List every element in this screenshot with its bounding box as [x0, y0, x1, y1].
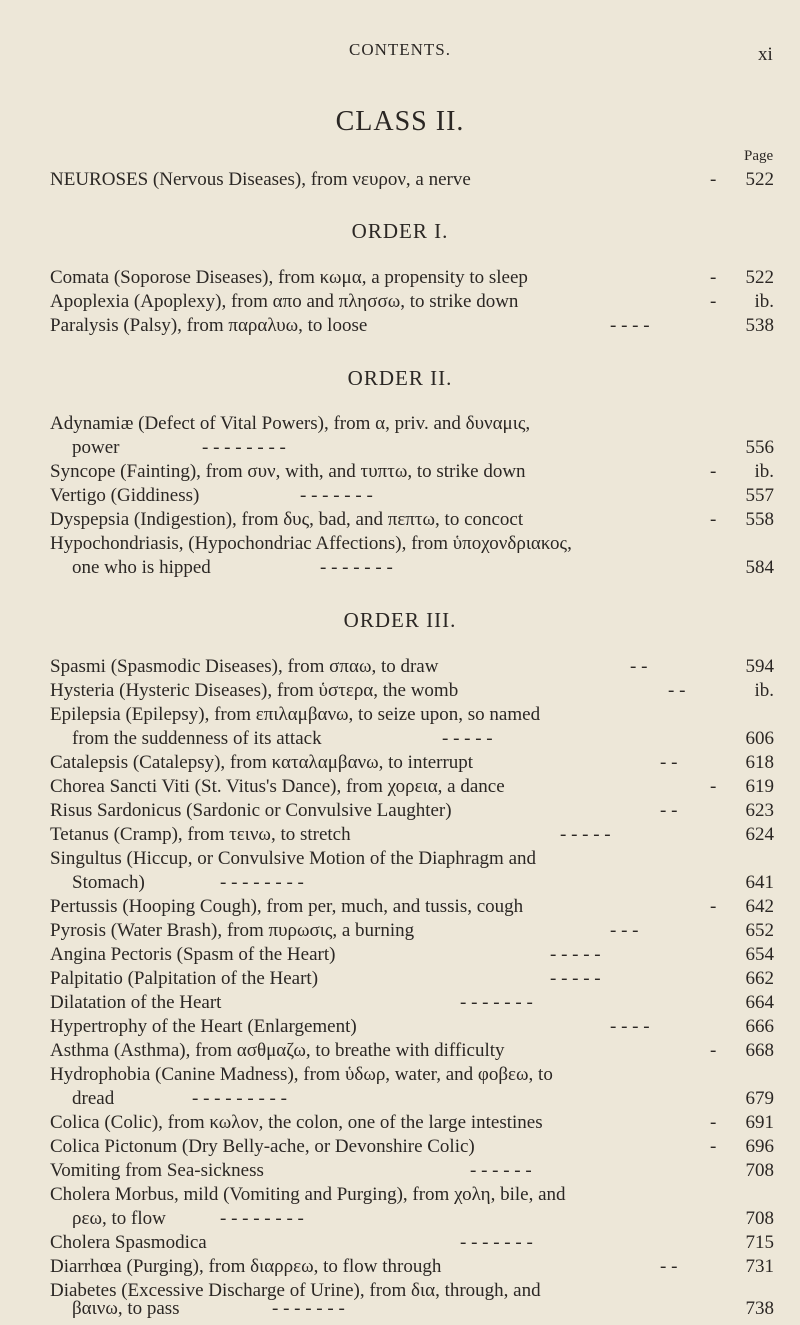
leader-dots: - - - [610, 920, 639, 941]
entry-text: Vertigo (Giddiness) [50, 485, 200, 506]
entry-text: power [72, 437, 120, 458]
entry-text: Palpitatio (Palpitation of the Heart) [50, 968, 319, 989]
leader-dots: - - [668, 680, 686, 701]
entry-page: 652 [745, 920, 774, 941]
entry-page: 606 [745, 728, 774, 749]
entry-text: Asthma (Asthma), from ασθμαζω, to breathe with difficulty [50, 1040, 505, 1061]
order-title: ORDER I. [351, 219, 449, 243]
entry-page: 738 [745, 1298, 774, 1319]
entry-page: 715 [745, 1232, 774, 1253]
leader-dots: - - [630, 656, 648, 677]
entry-page: 708 [745, 1208, 774, 1229]
entry-page: 584 [745, 557, 774, 578]
leader-dots: - - - - [610, 315, 650, 336]
leader-dots: - - - - - - - [300, 485, 373, 506]
entry-text: Epilepsia (Epilepsy), from επιλαμβανω, to seize upon, so named [50, 704, 541, 725]
leader-dots: - - - - - - - - [220, 872, 304, 893]
entry-text: Syncope (Fainting), from συν, with, and τυπτω, to strike down [50, 461, 526, 482]
entry-text: NEUROSES (Nervous Diseases), from νευρον, a nerve [50, 169, 471, 190]
entry-text: Hydrophobia (Canine Madness), from ὑδωρ, water, and φοβεω, to [50, 1064, 553, 1085]
toc-entry [72, 553, 774, 583]
leader-dots: - [710, 461, 717, 482]
page-number: xi [758, 44, 773, 65]
leader-dots: - [710, 509, 717, 530]
entry-text: from the suddenness of its attack [72, 728, 322, 749]
entry-page: 666 [745, 1016, 774, 1037]
leader-dots: - - - - - [442, 728, 493, 749]
running-head: CONTENTS. [348, 40, 452, 59]
entry-text: Vomiting from Sea-sickness [50, 1160, 264, 1181]
leader-dots: - - - - - - [470, 1160, 532, 1181]
order-title: ORDER II. [347, 366, 453, 390]
entry-text: Colica (Colic), from κωλον, the colon, one of the large intestines [50, 1112, 543, 1133]
leader-dots: - [710, 291, 717, 312]
entry-text: Hypochondriasis, (Hypochondriac Affections), from ὑποχονδριακος, [50, 533, 572, 554]
toc-entry [50, 311, 774, 341]
entry-text: Paralysis (Palsy), from παραλυω, to loose [50, 315, 368, 336]
entry-page: 558 [745, 509, 774, 530]
entry-page: ib. [754, 291, 774, 312]
leader-dots: - - - - - - - [272, 1298, 345, 1319]
entry-text: Adynamiæ (Defect of Vital Powers), from α, priv. and δυναμις, [50, 413, 531, 434]
leader-dots: - [710, 1040, 717, 1061]
entry-text: Diabetes (Excessive Discharge of Urine), from δια, through, and [50, 1280, 541, 1301]
entry-text: Singultus (Hiccup, or Convulsive Motion of the Diaphragm and [50, 848, 537, 869]
entry-page: ib. [754, 461, 774, 482]
entry-text: Spasmi (Spasmodic Diseases), from σπαω, to draw [50, 656, 439, 677]
entry-page: 641 [745, 872, 774, 893]
entry-page: 522 [745, 169, 774, 190]
toc-entry-neuroses [50, 165, 774, 195]
entry-page: 662 [745, 968, 774, 989]
leader-dots: - - [660, 800, 678, 821]
leader-dots: - - - - - [550, 968, 601, 989]
leader-dots: - [710, 1112, 717, 1133]
entry-text: Pertussis (Hooping Cough), from per, much, and tussis, cough [50, 896, 524, 917]
toc-entry [72, 1294, 774, 1324]
entry-text: Apoplexia (Apoplexy), from απο and πλησσω, to strike down [50, 291, 519, 312]
order-title: ORDER III. [343, 608, 457, 632]
entry-text: Cholera Spasmodica [50, 1232, 207, 1253]
leader-dots: - - - - - - - - - [192, 1088, 287, 1109]
leader-dots: - - - - - - - - [220, 1208, 304, 1229]
entry-text: Dyspepsia (Indigestion), from δυς, bad, and πεπτω, to concoct [50, 509, 524, 530]
leader-dots: - - [660, 1256, 678, 1277]
entry-text: Dilatation of the Heart [50, 992, 222, 1013]
class-title: CLASS II. [335, 106, 465, 137]
entry-page: 556 [745, 437, 774, 458]
entry-page: 696 [745, 1136, 774, 1157]
leader-dots: - - - - - - - - [202, 437, 286, 458]
entry-text: Angina Pectoris (Spasm of the Heart) [50, 944, 336, 965]
leader-dots: - [710, 169, 717, 190]
entry-text: Comata (Soporose Diseases), from κωμα, a propensity to sleep [50, 267, 528, 288]
entry-text: Chorea Sancti Viti (St. Vitus's Dance), from χορεια, a dance [50, 776, 505, 797]
entry-page: 594 [745, 656, 774, 677]
entry-text: ρεω, to flow [72, 1208, 166, 1229]
entry-text: Risus Sardonicus (Sardonic or Convulsive Laughter) [50, 800, 452, 821]
entry-page: 642 [745, 896, 774, 917]
entry-page: 691 [745, 1112, 774, 1133]
leader-dots: - - - - - [550, 944, 601, 965]
entry-text: Stomach) [72, 872, 145, 893]
entry-text: Hysteria (Hysteric Diseases), from ὑστερα, the womb [50, 680, 459, 701]
entry-text: Pyrosis (Water Brash), from πυρωσις, a burning [50, 920, 415, 941]
leader-dots: - [710, 896, 717, 917]
leader-dots: - [710, 776, 717, 797]
entry-text: Catalepsis (Catalepsy), from καταλαμβανω, to interrupt [50, 752, 474, 773]
entry-page: 619 [745, 776, 774, 797]
entry-page: 679 [745, 1088, 774, 1109]
entry-text: βαινω, to pass [72, 1298, 180, 1319]
entry-page: ib. [754, 680, 774, 701]
leader-dots: - - - - - - - [460, 1232, 533, 1253]
entry-page: 731 [745, 1256, 774, 1277]
entry-page: 668 [745, 1040, 774, 1061]
entry-page: 664 [745, 992, 774, 1013]
page-column-label: Page [744, 148, 774, 164]
leader-dots: - - - - - - - [460, 992, 533, 1013]
leader-dots: - [710, 267, 717, 288]
entry-text: Diarrhœa (Purging), from διαρρεω, to flow through [50, 1256, 442, 1277]
entry-text: dread [72, 1088, 115, 1109]
entry-text: Cholera Morbus, mild (Vomiting and Purging), from χολη, bile, and [50, 1184, 566, 1205]
entry-text: Hypertrophy of the Heart (Enlargement) [50, 1016, 357, 1037]
entry-page: 708 [745, 1160, 774, 1181]
leader-dots: - - - - [610, 1016, 650, 1037]
entry-page: 557 [745, 485, 774, 506]
entry-page: 623 [745, 800, 774, 821]
leader-dots: - - - - - - - [320, 557, 393, 578]
entry-text: Colica Pictonum (Dry Belly-ache, or Devonshire Colic) [50, 1136, 475, 1157]
entry-page: 538 [745, 315, 774, 336]
entry-page: 654 [745, 944, 774, 965]
entry-page: 522 [745, 267, 774, 288]
leader-dots: - - - - - [560, 824, 611, 845]
entry-text: Tetanus (Cramp), from τεινω, to stretch [50, 824, 351, 845]
entry-page: 624 [745, 824, 774, 845]
leader-dots: - - [660, 752, 678, 773]
leader-dots: - [710, 1136, 717, 1157]
entry-page: 618 [745, 752, 774, 773]
entry-text: one who is hipped [72, 557, 211, 578]
